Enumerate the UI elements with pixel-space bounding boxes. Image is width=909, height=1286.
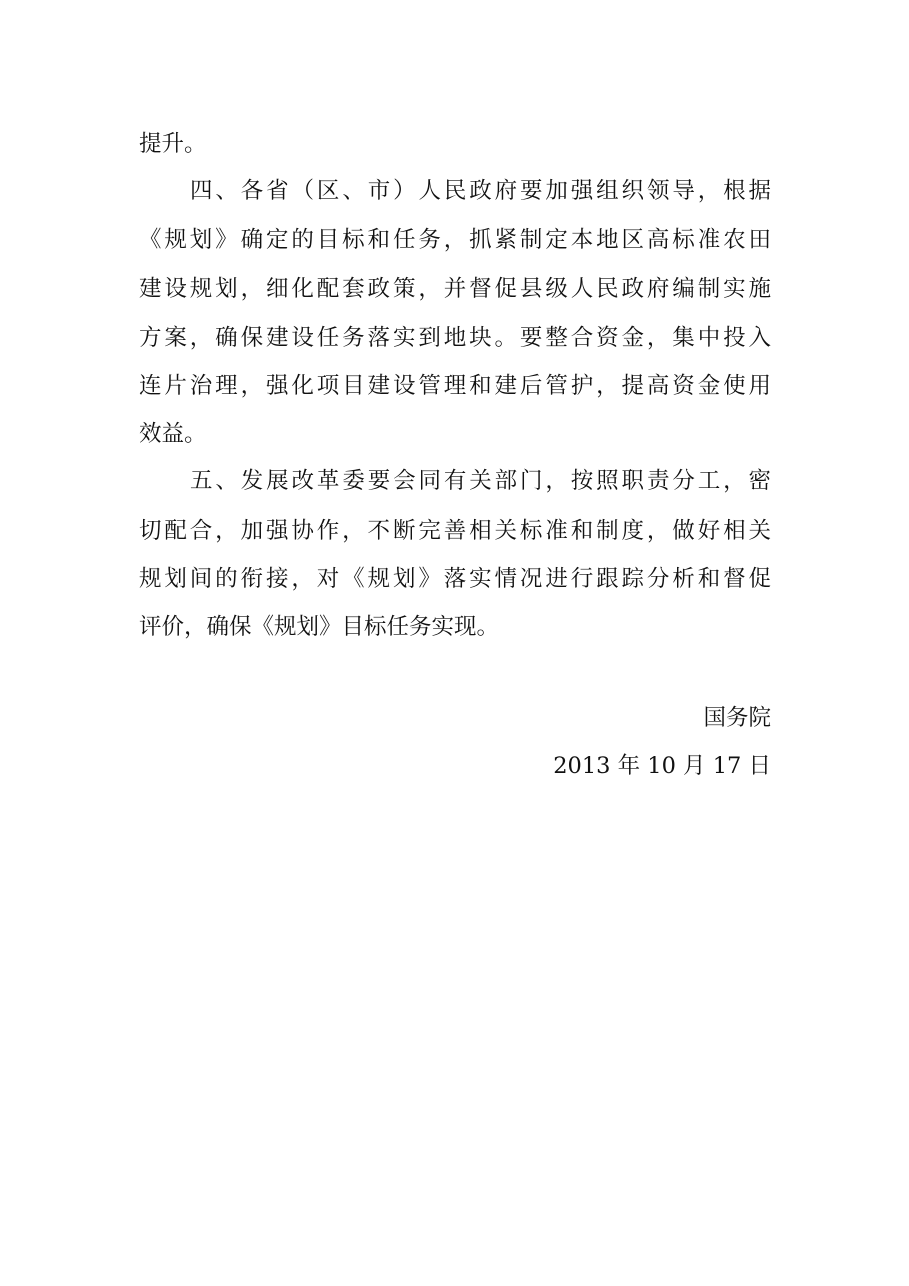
paragraph-line: 提升。 — [139, 131, 207, 157]
paragraph-5-line: 评价，确保《规划》目标任务实现。 — [139, 614, 500, 640]
paragraph-5-line: 切配合，加强协作，不断完善相关标准和制度，做好相关 — [139, 518, 771, 544]
issuer-signature: 国务院 — [703, 705, 771, 731]
paragraph-4-first-line: 四、各省（区、市）人民政府要加强组织领导，根据 — [190, 178, 771, 204]
paragraph-4-line: 《规划》确定的目标和任务，抓紧制定本地区高标准农田 — [139, 227, 771, 253]
paragraph-4-line: 效益。 — [139, 421, 207, 447]
paragraph-4-line: 方案，确保建设任务落实到地块。要整合资金，集中投入 — [139, 325, 771, 351]
paragraph-5-first-line: 五、发展改革委要会同有关部门，按照职责分工，密 — [190, 468, 771, 494]
paragraph-4-line: 建设规划，细化配套政策，并督促县级人民政府编制实施 — [139, 276, 771, 302]
paragraph-4-line: 连片治理，强化项目建设管理和建后管护，提高资金使用 — [139, 373, 771, 399]
issue-date: 2013 年 10 月 17 日 — [553, 753, 771, 779]
paragraph-5-line: 规划间的衔接，对《规划》落实情况进行跟踪分析和督促 — [139, 566, 771, 592]
